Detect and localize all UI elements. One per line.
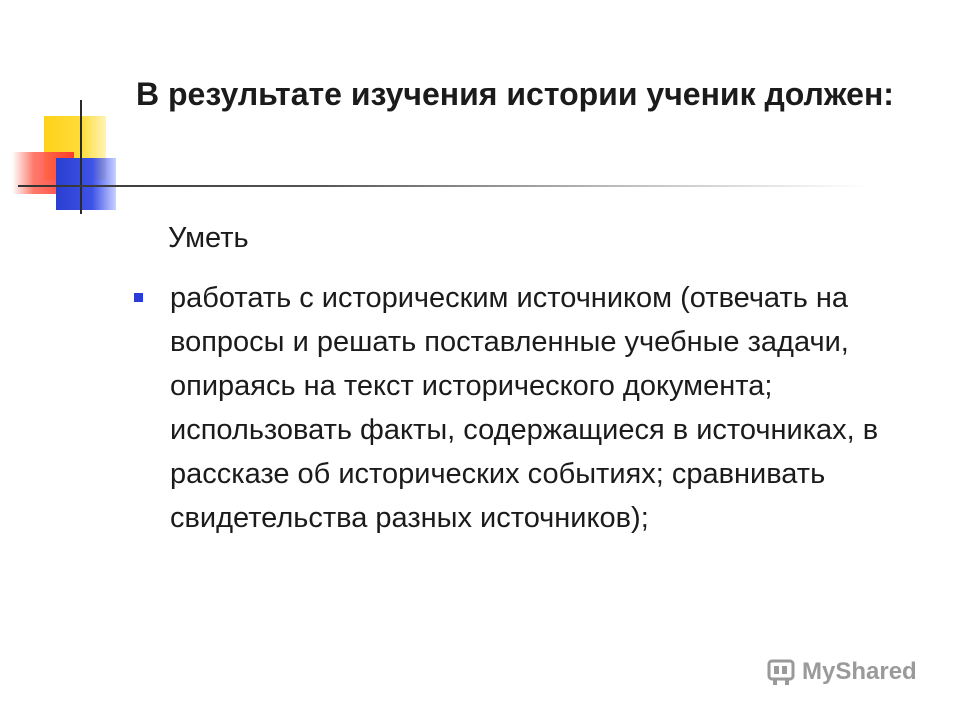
watermark: [766, 657, 917, 687]
corner-decoration: [0, 0, 140, 240]
blue-square: [56, 158, 116, 210]
list-item: [134, 276, 894, 540]
subheading: Уметь: [168, 222, 249, 254]
bullet-list: [134, 276, 894, 540]
bullet-icon: [134, 293, 143, 302]
bullet-text: работать с историческим источником (отвечать на вопросы и решать поставленные учебные задачи, опираясь на текст исторического документа; использовать факты, содержащиеся в источниках, в рассказе об исторических событиях; сравнивать свидетельства разных источников);: [170, 282, 879, 534]
title-underline: [18, 185, 868, 187]
slide-title: В результате изучения истории ученик должен:: [136, 76, 894, 112]
watermark-text: MyShared: [802, 658, 917, 685]
myshared-logo-icon: [766, 657, 796, 687]
vertical-line: [80, 100, 82, 214]
